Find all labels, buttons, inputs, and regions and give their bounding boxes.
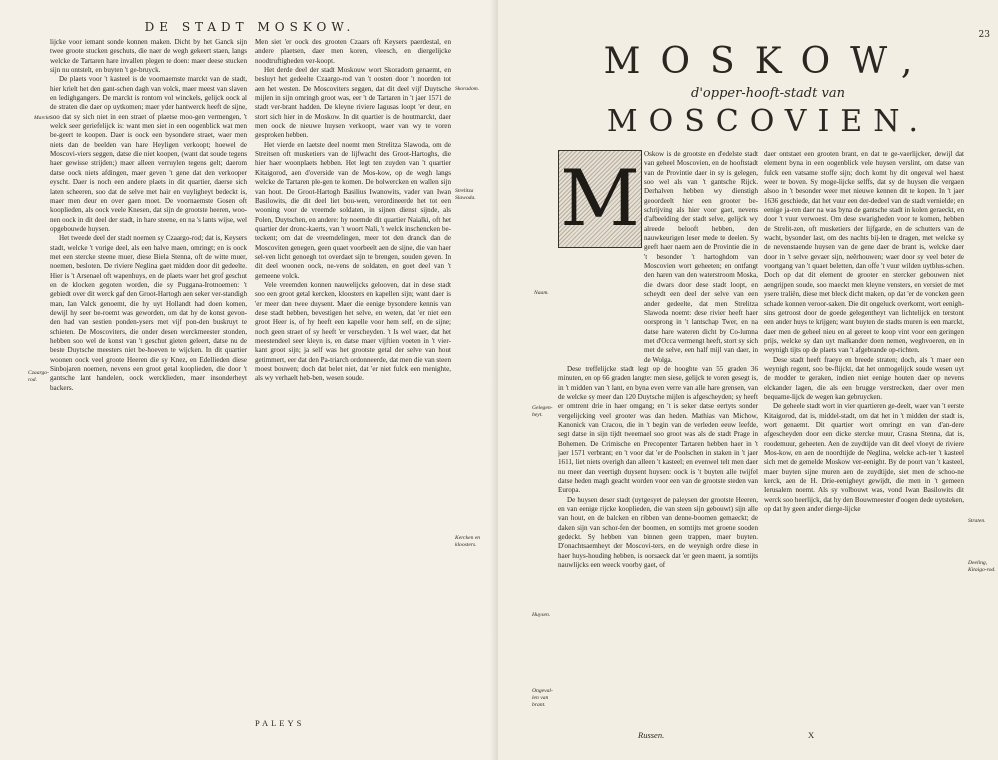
- margin-note: Strelitza Slawoda.: [455, 188, 476, 201]
- signature-line: Russen.: [638, 730, 665, 740]
- margin-note: Ongeval-len van brant.: [532, 688, 553, 708]
- margin-note: Marckt.: [34, 115, 52, 121]
- paragraph: Het derde deel der stadt Moskouw wort Skoradom genaemt, en besluyt het gedeelte Czaargo-rod van 't oosten door 't noorden tot aen het westen. De Moscoviters seggen, dat dit deel vijf Duytsche mijlen in sijn omringh groot was, eer 't de Tartaren in 't jaer 1571 de stadt ver-brant hadden. De kleyne riviere Iagusas loopt 'er deur, en stort sich hier in de Moskow. In dit quartier is de houtmarckt, daer men oock de nieuwe huysen verkoopt, waer van wy te voren gesproken hebben.: [255, 66, 451, 140]
- left-page: [0, 0, 498, 760]
- paragraph: Oskow is de grootste en d'edelste stadt van geheel Moscovien, en de hooftstadt van de Provintie daer in sy is gelegen, soo wel als van 't gantsche Rijck. Derhalven hebben wy dienstigh geoordeelt hier een grooter be-schrijving als hier voor gaet, nevens d'afbeelding der stadt selve, gelijck wy alreede belooft hebben, den nauwkeurigen leser mede te deelen. Sy geeft haer naem aen de Provintie die in 't besonder 't hartoghdom van Moscovien wort geheeten; en ontfangt den haren van den waterstroom Moska, die dwars door dese stadt loopt, en scheydt een deel der selve van een ander gedeelte, dat men Strelitza Slawoda noemt: dese rivier heeft haer oorsprong in 't lantschap Twer, en na datse hare wateren dicht by Co-lumna met d'Occa vermengt heeft, stort sy sich met de selve, een half mijl van daer, in de Wolga.: [644, 150, 758, 364]
- running-head: DE STADT MOSKOW.: [144, 20, 356, 34]
- page-number: 23: [978, 30, 990, 40]
- main-title: MOSKOW,: [603, 41, 933, 82]
- left-column-2: [255, 38, 451, 718]
- catchword: PALEYS: [255, 718, 305, 728]
- subtitle: d'opper-hooft-stadt van: [691, 86, 845, 101]
- paragraph: De geheele stadt wort in vier quartieren ge-deelt, waer van 't eerste Kitaigorod, dat is, middel-stadt, om dat het in 't midden der stadt is, wort genaemt. Dit quartier wort omringt en van d'an-dere afgescheyden door een dicke stercke muur, Crasna Stenna, dat is, roodemuur, geheeten. Aen de zuydtijde van dit deel vloeyt de riviere Mos-kow, en aen de noordtijde de Neglina, welcke ach-ter 't kasteel sich met de gemelde Moskow ver-eenight. By de poort van 't kasteel, maer buyten sijne muren aen de zuydtijde, siet men de schoo-ne kerck, aen de H. Drie-eenigheyt gewijdt, die men in 't gemeen Ierusalem noemt. Als sy volbouwt was, vond Iwan Basilowits dit werck soo heerlijck, dat hy den Bouwmeester d'oogen dede uytsteken, op dat hy geen ander dierge-lijcke: [764, 402, 964, 514]
- paragraph: daer ontstaet een grooten brant, en dat te ge-vaerlijcker, dewijl dat element byna in een oogenblick vele huysen verslint, om datse van fulck een vatsame stoffe sijn; doch komt hy dit ongeval wel haest weer te boven. Sy moge-lijcke selffs, dat sy de huysen die vergaen alsoo in 't besonder weer met nieuwe kennen dit te kopen. In 't jaer 1636 geschiede, dat het vuur een der-dedeel van de stadt vernielde; en eenige ja-ren daer na was byna de gantsche stadt in kolen geraeckt, en door 't vuur verwoest. Om dese swarigheden voor te komen, hebben de Strelit-zen, oft musketiers der lijfgarde, en de schutters van de wacht, bysonder last, om des nachts bij-len te dragen, met welcke sy de nevenstaende huysen van de gene daer de brant is, welcke daer door in 't selve gevaer sijn, neêrhouwen; waer door sy veel beter de voortgang van 't quaet beletten, dan offe 't vuur wilden uytblus-schen. Doch op dat dit element de grooter en stercker gebouwen niet aengrijpen soude, soo maeckt men kleyne vensters, en versiet de met ysere traliën, diese met bleck dicht maken, op dat 'er de voncken geen schade konnen veroor-saken. Die dit ongeluck overkomt, wort eenigh-sins getroost door de goede gelegentheyt van lichtelijck en terstont een ander huys te krijgen; want buyten de stadts muren is een marckt, daer men de geheel nieu en al gereet te koop vint voor een geringen prijs, welcke sy dan uyt malkander doen nemen, weghvoeren, en in weynigh tijts op de plaets van 't afgebrande op-richten.: [764, 150, 964, 355]
- margin-note: Kercken en kloosters.: [455, 535, 481, 548]
- paragraph: lijcke voor iemant sonde konnen maken. Dicht by het Ganck sijn twee groote stucken geschuts, die naer de wegh gekeert staen, langs welcke de Tartaren hare invallen plegen te doen: maer deese stucken sijn nu ontstelt, en buyten 't ge-bruyck.: [50, 38, 247, 75]
- margin-note: Deeling, Kitaigo-rod.: [968, 560, 996, 573]
- initial-letter: M: [560, 154, 640, 244]
- margin-note: Straten.: [968, 518, 986, 524]
- margin-note: Skoradom.: [455, 86, 480, 92]
- right-page: [498, 0, 998, 760]
- margin-note: Czaargo-rod.: [28, 370, 49, 383]
- right-column-2: [764, 150, 964, 730]
- paragraph: Dese stadt heeft fraeye en breede straten; doch, als 't maer een weynigh regent, soo be-flijckt, dat het onmogelijck soude wesen uyt de modder te geraken, indien niet eenige houten daer op nevens elckander lagen, die als een brugge verstrecken, daer over men bequame-lijck de wegen kan gebruycken.: [764, 355, 964, 401]
- paragraph: Vele vreemden konnen nauwelijcks gelooven, dat in dese stadt soo een groot getal kercken, kloosters en kapellen sijn; want daer is 'er meer dan twee duysent. Maer die eenige bysondere kennis van dese stadt hebben, bevestigen het selve, en weten, dat 'er niet een groot Heer is, of hy heeft een kapelle voor hem self, en de sijne; noch geen straet of sy heeft 'er verscheyden. 't Is wel waer, dat het meestendeel seer kleyn is, en datse maer vijftien voeten in 't vier-kant groot sijn; ja self was het grootste getal der selve van hout getimmert, eer dat den Pa-triarch ordonneerde, dat men die van steen moest bouwen; doch dat belet niet, dat 'er niet fulck een menighte, als wy verhaelt heb-ben, wesen soude.: [255, 280, 451, 383]
- margin-note: Gelegen-heyt.: [532, 405, 553, 418]
- catchword: X: [808, 730, 818, 740]
- margin-note: Huysen.: [532, 612, 551, 618]
- paragraph: Dese treffelijcke stadt legt op de hooghte van 55 graden 36 minuten, en op 66 graden langte: men siese, gelijck te voren gesegt is, in 't midden van 't lant, en byna even verre van alle hare grensen, van de welcke sy meer dan 120 Duytsche mijlen is afgescheyden; sy heeft er omtrent drie in haer omgang; en 't is seker datse eertyts sonder vergelijcking veel grooter was dan heden. Mathias van Michow, Kanonick van Cracou, die in 't begin van de verleden eeuw leefde, segt datse in sijn tijdt tweemael soo groot was als de stadt Prage in Bohemen. De Crimische en Precopenter Tartaren hebben haer in 't jaer 1571 verbrant; en 't voor dat 'er de Poolschen in staken in 't jaer 1611, liet niets overigh dan alleen 't kasteel; en evenwel telt men daer nu meer dan veertigh duysent huysen: oock is 't buyten alle twijfel datse heden magh geacht worden voor een van de grootste steden van Europa.: [558, 364, 758, 495]
- paragraph: Het vierde en laetste deel noemt men Strelitza Slawoda, om de Streitsen oft musketiers van de lijfwacht des Groot-Hartoghs, die hier haer woonplaets hebben. Het legt ten zuyden van 't quartier Kitaigorod, aen d'overside van de Mos-kow, op de wegh langs welcke de Tartaren ple-gen te komen. De bolwercken en wallen sijn van hout. De Groot-Hartogh Basilius Iwanowits, vader van Iwan Basilowits, die dit deel liet bou-wen, verordineerde het tot een wooning voor de vreemde soldaten, in sijnen dienst sijnde, als Polen, Duytschen, en andere: hy noemde dit quartier Naialki, oft het quartier der dronc-kaerts, van 't woort Nali, 't welck inschencken be-teckent; om dat de vreemdelingen, meer tot den dranck dan de Moscoviten genegen, geen quaet voorbeelt aen de sijne, die van haer sel-ven licht genoegh tot overdaet sijn te brengen, souden geven. In dit deel woonen oock, ne-vens de soldaten, en goet deel van 't gemeene volck.: [255, 140, 451, 280]
- paragraph: De plaets voor 't kasteel is de voornaemste marckt van de stadt, hier krielt het den gant-schen dagh van volck, maer meest van slaven en ledighgangers. De marckt is rontom vol winckels, gelijck oock al de straten die daer op uytkomen; maer yder hantwerck heeft de sijne, soo dat sy sich niet in een straet of plaetse moo-gen vermengen, 't welck seer geriefelijck is: want men siet in een oogenblick wat men be-geert te koopen. Daer is oock een bysondere straet, waer men niets dan de beelden van hare Heyligen verkoopt; hoewel de Moscovi-viers seggen, datse die niet koopen, (want dat soude tegens haer gewisse strijden;) maer alleen verruylen tegens gelt; daerom datse oock niets afdingen, maer geven 't gene dat den verkooper eyscht. Daer is noch een andere plaets in dit quartier, daerse sich laten scheeren, soo dat de selve met hair en vuyligheyt bedeckt is, maer men deur en over gaen moet. De voornaemste Gosen oft kooplieden, als oock veele Knesen, dat sijn de grootste heeren, woo-nen oock in dit deel der stadt, in hare steene, en na 's lants wijse, wel opgebouwde huysen.: [50, 75, 247, 233]
- paragraph: De huysen deser stadt (uytgesyet de paleysen der grootste Heeren, en van eenige rijcke kooplieden, die van steen sijn gebouwt) sijn alle van hout, en de balcken en ribben van denne-boomen gemaeckt; de daken sijn van schor-fen der boomen, en somtijts met groene sooden gedeckt. Sy hebben van binnen geen trappen, maer buyten. D'onachtsaemheyt der Moscovi-ters, en de weynigh ordre diese in haer huys-houding hebben, is oorsaeck dat 'er geen maent, ja somtijts nauwlijcks een weeck voorby gaet, of: [558, 495, 758, 570]
- paragraph: Men siet 'er oock des grooten Czaars oft Keysers paerdestal, en andere plaetsen, daer men koren, vleesch, en diergelijcke noodtruftigheden ver-koopt.: [255, 38, 451, 65]
- right-column-1: [558, 150, 758, 730]
- left-column-1: [50, 38, 247, 718]
- main-title-2: MOSCOVIEN.: [606, 104, 930, 139]
- margin-note: Naam.: [534, 290, 549, 296]
- paragraph: Het tweede deel der stadt noemen sy Czaargo-rod; dat is, Keysers stadt, welcke 't vorige deel, als een halve maen, omringt; en is oock met een stercke steene muer, diese Biela Stenna, oft de witte muer, noemen, besloten. De riviere Neglina gaet midden door dit gedeelte. Hier is 't Arsenael oft wapenhuys, en de plaets waer het grof geschut en de klocken gegoten worden, die sy Puggana-Irotnoemen: 't gebiedt over dit werck gaf den Groot-Hartogh aen seker ver-standigh man, Ian Valck genoemt, die hy uyt Hollandt had doen komen, dewijl hy seer be-roemt was geworden, om dat hy de konst gevon-den had van sestien ponden-ysers met vijf pon-den buskruyt te schieten. De Moscoviters, die onder desen werckmeester stonden, hebben soo wel de konst van 't geschut gieten geleert, datse nu de beste Duytsche meesters niet be-hoeven te wijcken. In dit quartier woonen oock veel groote Heeren die sy Knez, en Edellieden diese Sinbojaren noemen, nevens een groot getal kooplieden, die door 't gantsche lant handelen, oock wercklieden, maer insonderheyt backers.: [50, 234, 247, 392]
